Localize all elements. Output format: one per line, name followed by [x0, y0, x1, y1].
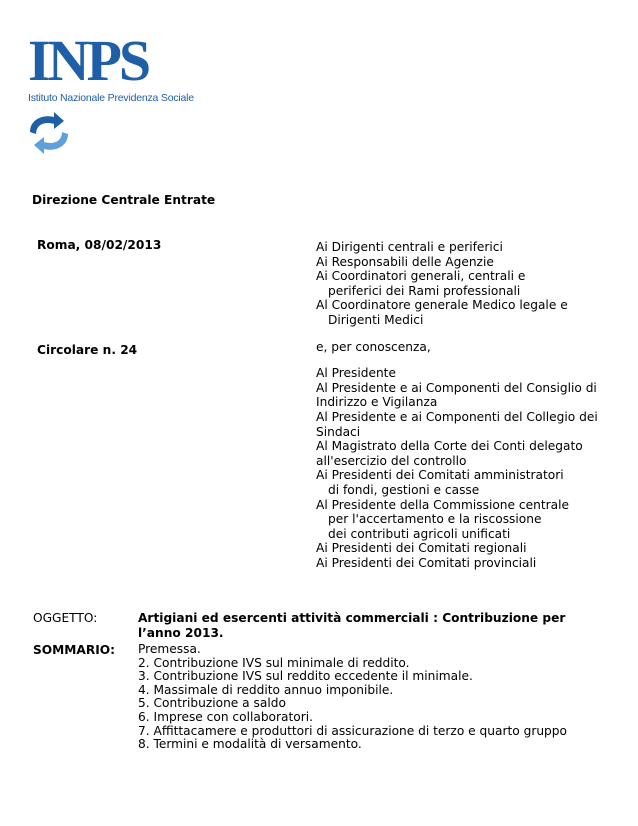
cc-recipient-line: all'esercizio del controllo [316, 453, 467, 468]
oggetto-text: Artigiani ed esercenti attività commerciali : Contribuzione per l’anno 2013. [138, 611, 566, 640]
sommario-item: 8. Termini e modalità di versamento. [138, 737, 362, 752]
cc-label: e, per conoscenza, [316, 339, 431, 354]
recipient-line: periferici dei Rami professionali [328, 283, 521, 298]
cc-recipient-line: dei contributi agricoli unificati [328, 526, 511, 541]
cc-recipient-line: Al Presidente della Commissione centrale [316, 497, 569, 512]
cc-recipient-line: per l'accertamento e la riscossione [328, 512, 542, 527]
recipient-line: Ai Dirigenti centrali e periferici [316, 240, 503, 254]
recipients-cc [316, 366, 598, 570]
place-date: Roma, 08/02/2013 [37, 238, 162, 252]
cc-recipient-line: Indirizzo e Vigilanza [316, 395, 438, 410]
sommario-item: 3. Contribuzione IVS sul reddito eccedente il minimale. [138, 669, 473, 684]
circolare-number: Circolare n. 24 [37, 343, 138, 357]
logo-letters: INPS [28, 28, 149, 93]
inps-emblem-icon [24, 110, 74, 156]
cc-recipient-line: Sindaci [316, 424, 361, 439]
oggetto-label: OGGETTO: [33, 611, 98, 625]
recipient-line: Ai Responsabili delle Agenzie [316, 254, 494, 269]
cc-recipient-line: Ai Presidenti dei Comitati provinciali [316, 555, 537, 570]
cc-recipient-line: Ai Presidenti dei Comitati amministratori [316, 468, 564, 483]
sommario-item: 6. Imprese con collaboratori. [138, 709, 313, 724]
recipient-line: Ai Coordinatori generali, centrali e [316, 269, 526, 284]
direzione-heading: Direzione Centrale Entrate [32, 193, 216, 207]
cc-recipient-line: Al Presidente e ai Componenti del Consiglio di [316, 380, 597, 395]
recipient-line: Al Coordinatore generale Medico legale e [316, 298, 568, 313]
cc-recipient-line: di fondi, gestioni e casse [328, 482, 480, 497]
cc-recipient-line: Al Magistrato della Corte dei Conti delegato [316, 439, 583, 454]
logo-subtitle: Istituto Nazionale Previdenza Sociale [28, 92, 194, 104]
sommario-item: 2. Contribuzione IVS sul minimale di reddito. [138, 655, 410, 670]
cc-recipient-line: Al Presidente [316, 366, 396, 381]
cc-recipient-line: Ai Presidenti dei Comitati regionali [316, 541, 527, 556]
sommario-label: SOMMARIO: [33, 643, 115, 657]
sommario-item: Premessa. [138, 642, 201, 656]
recipients-main [316, 240, 598, 328]
sommario-item: 4. Massimale di reddito annuo imponibile. [138, 682, 394, 697]
sommario-item: 7. Affittacamere e produttori di assicurazione di terzo e quarto gruppo [138, 723, 567, 738]
recipient-line: Dirigenti Medici [328, 312, 424, 327]
sommario-item: 5. Contribuzione a saldo [138, 696, 286, 711]
cc-recipient-line: Al Presidente e ai Componenti del Collegio dei [316, 409, 598, 424]
recipients-block [316, 240, 598, 570]
inps-logo [24, 30, 224, 160]
sommario-list [138, 643, 567, 752]
